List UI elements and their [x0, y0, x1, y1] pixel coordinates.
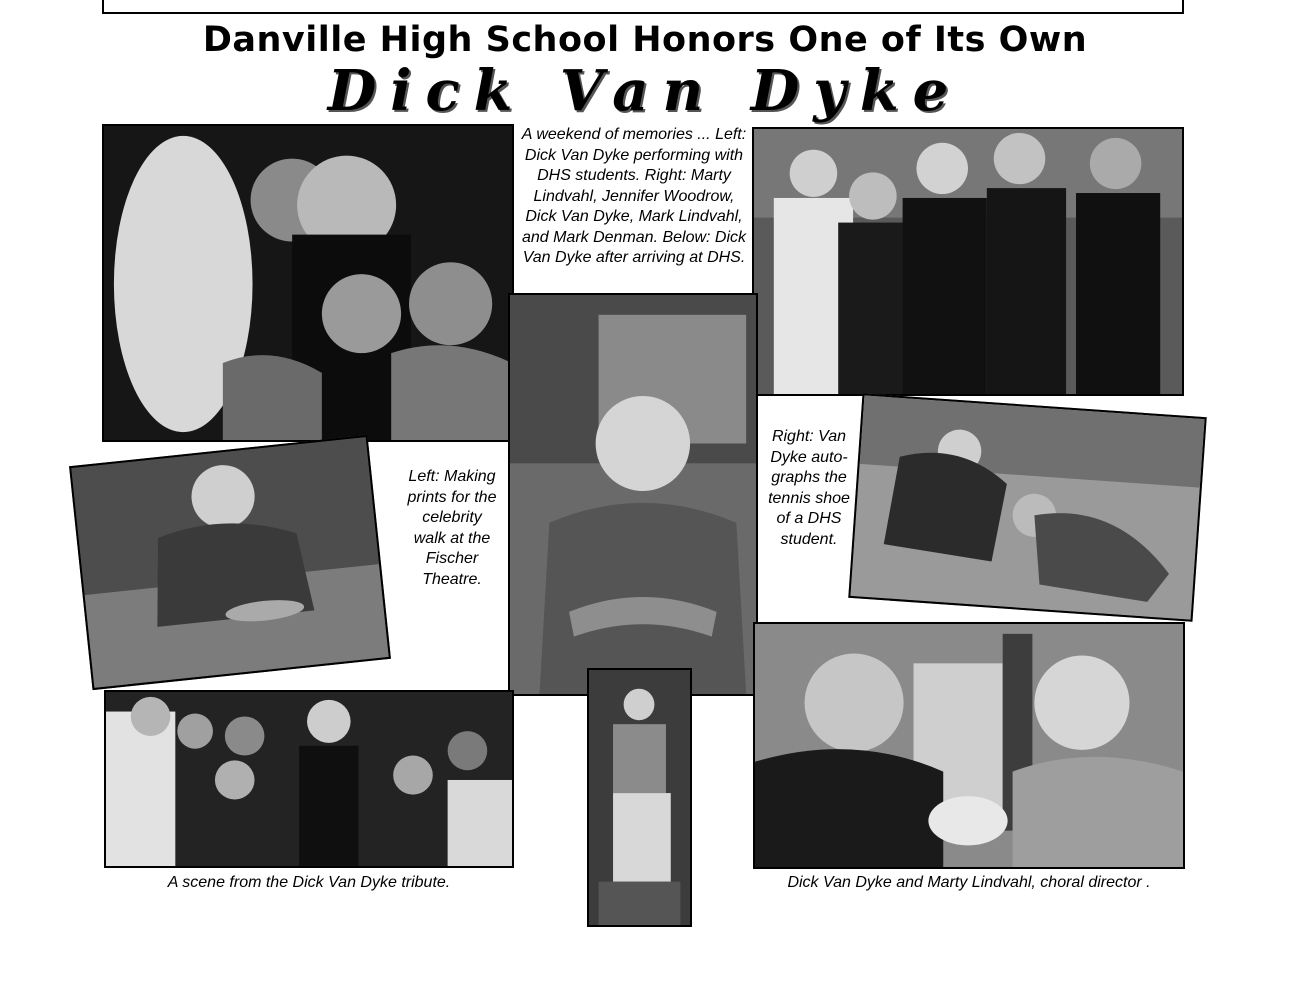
- page-headline: Danville High School Honors One of Its Own: [202, 20, 1088, 60]
- caption-choral-director: Dick Van Dyke and Marty Lindvahl, choral director .: [787, 874, 1151, 891]
- photo-group-of-five: [752, 127, 1184, 396]
- photo-making-prints: [69, 435, 391, 690]
- photo-tribute-scene: [104, 690, 514, 868]
- photo-autographing-shoe: [848, 393, 1206, 622]
- photo-with-choral-director: [753, 622, 1185, 869]
- caption-making-prints: Left: Making prints for the celebrity walk at the Fischer Theatre.: [407, 468, 497, 588]
- photo-performing-with-students: [102, 124, 514, 442]
- caption-weekend-of-memories: A weekend of memories ... Left: Dick Van Dyke performing with DHS students. Right: Marty Lindvahl, Jennifer Woodrow, Dick Van Dyke, Mark Lindvahl, and Mark Denman. Below: Dick Van Dyke after arriving at DHS.: [516, 125, 752, 291]
- photo-arriving-at-dhs: [508, 293, 758, 696]
- photo-seated-on-stage: [587, 668, 692, 927]
- caption-autograph: Right: Van Dyke auto-graphs the tennis shoe of a DHS student.: [768, 428, 850, 548]
- caption-tribute: A scene from the Dick Van Dyke tribute.: [167, 874, 451, 891]
- name-title: Dick Van Dyke: [327, 58, 963, 124]
- top-border-box: [102, 0, 1184, 14]
